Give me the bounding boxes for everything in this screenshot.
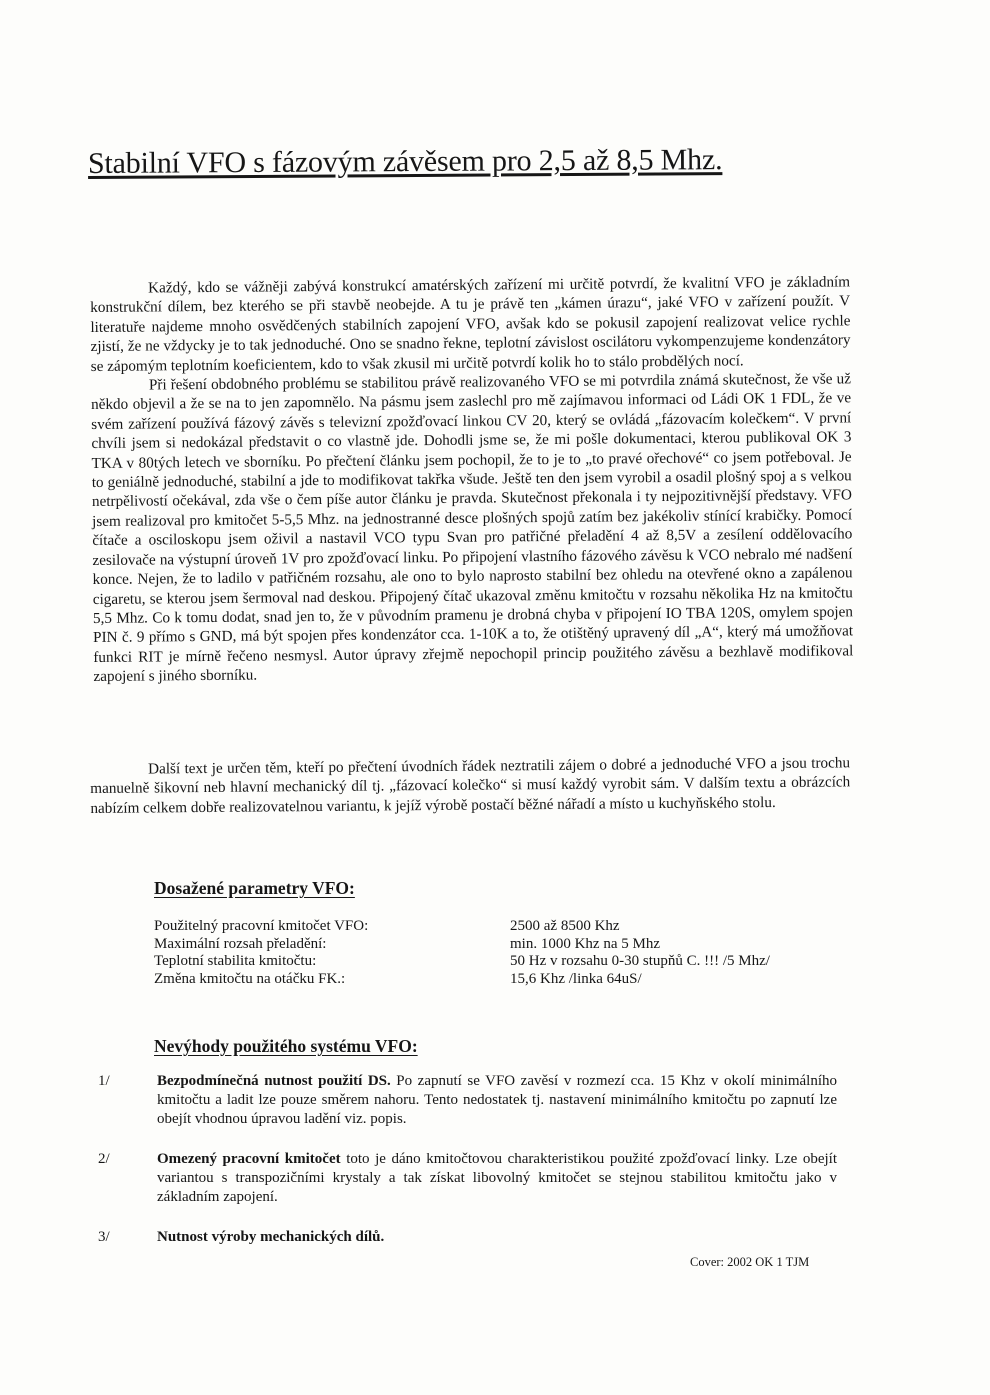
param-value: 50 Hz v rozsahu 0-30 stupňů C. !!! /5 Mhz/	[510, 953, 770, 969]
cover-credit: Cover: 2002 OK 1 TJM	[690, 1255, 810, 1269]
param-value: 15,6 Khz /linka 64uS/	[510, 970, 642, 987]
param-row	[154, 953, 834, 971]
intro-text	[90, 272, 854, 686]
item-text: Po zapnutí se VFO zavěsí v rozmezí cca. 15 Khz v okolí minimálního kmitočtu a ladit lze pouze směrem nahoru. Tento nedostatek tj. nastavení minimálního kmitočtu po zapnutí lze obejít vhodnou úpravou ladění viz. popis.	[157, 1073, 838, 1127]
disadvantages-heading: Nevýhody použitého systému VFO:	[154, 1036, 418, 1056]
item-title: Omezený pracovní kmitočet	[157, 1151, 341, 1167]
item-number: 1/	[98, 1073, 110, 1089]
param-row	[154, 936, 834, 954]
more-text	[90, 753, 850, 818]
item-number: 3/	[98, 1229, 110, 1245]
params-heading: Dosažené parametry VFO:	[154, 878, 355, 898]
item-text: toto je dáno kmitočtovou charakteristikou použité zpožďovací linky. Lze obejít variantou s transpozičními krystaly a tak získat libovolný kmitočet se stejnou stabilitou kmitočtu jako v základním zapojení.	[157, 1151, 838, 1205]
more-paragraph: Další text je určen těm, kteří po přečtení úvodních řádek neztratili zájem o dobré a jednoduché VFO a jsou trochu manuelně šikovní neb hlavní mechanický díl tj. „fázovací kolečko“ si musí každý vyrobit sám. V dalším textu a obrázcích nabízím celkem dobře realizovatelnou variantu, k jejíž výrobě postačí běžné nářadí a místo u kuchyňského stolu.	[90, 754, 851, 817]
intro-paragraph-1: Každý, kdo se vážněji zabývá konstrukcí amatérských zařízení mi určitě potvrdí, že kvalitní VFO je základním konstrukční dílem, bez kterého se při stavbě neobejde. A tu je právě ten „kámen úrazu“, jaké VFO v zařízení použít. V literatuře najdeme mnoho osvědčených stabilních zapojení VFO, avšak kdo se pokusil zapojení realizovat velice rychle zjistí, že ne vždycky je to tak jednoduché. Ono se snadno řekne, teplotní závislost oscilátoru vykompenzujeme kondenzátory se zápomým teplotním koeficientem, kdo to však zkusil mi určitě potvrdí kolik ho to stálo probdělých nocí.	[90, 273, 851, 375]
intro-paragraph-2: Při řešení obdobného problému se stabilitou právě realizovaného VFO se mi potvrdila známá skutečnost, že vše už někdo objevil a že se na to jen zapomnělo. Na pásmu jsem zaslechl pro mě zajímavou informaci od Ládi OK 1 FDL, že ve svém zařízení používá fázový závěs s televizní zpožďovací linkou CV 20, který se ovládá „fázovacím kolečkem“. V první chvíli jsem si nedokázal představit o co vlastně jde. Dohodli jsme se, že mi pošle dokumentaci, kterou publikoval OK 3 TKA v 80tých letech ve sborníku. Po přečtení článku jsem pochopil, že to je to „to pravé ořechové“ co jsem potřeboval. Je to geniálně jednoduché, stabilní a jde to modifikovat takřka všude. Ještě ten den jsem vyrobil a osadil plošný spoj a s velkou netrpělivostí očekával, zda vše o čem píše autor článku je pravda. Skutečnost překonala i ty nejpozitivnější představy. VFO jsem realizoval pro kmitočet 5-5,5 Mhz. na jednostranné desce plošných spojů zatím bez jakékoliv stínící krabičky. Pomocí čítače a osciloskopu jsem oživil a nastavil VCO typu Svan pro patřičné přeladění 4 až 8,5V a zesílení oddělovacího zesilovače na výstupní úroveň 1V pro zpožďovací linku. Po připojení vlastního fázového závěsu k VCO nebralo mé nadšení konce. Nejen, že to ladilo v patřičném rozsahu, ale ono to bylo naprosto stabilní bez ohledu na otevřené okno a zapálenou cigaretu, se kterou jsem šermoval nad deskou. Připojený čítač ukazoval změnu kmitočtu v rozsahu několika Hz na kmitočtu 5,5 Mhz. Co k tomu dodat, snad jen to, že v původním pramenu je drobná chyba v připojení IO TBA 120S, omylem spojen PIN č. 9 přímo s GND, má být spojen přes kondenzátor cca. 1-10K a to, že otištěný upravený díl „A“, který má umožňovat funkci RIT je mírně řečeno nesmysl. Autor úpravy zřejmě nepochopil princip použitého závěsu a bezhlavě modifikoval zapojení s jiného sborníku.	[91, 370, 854, 686]
param-label: Maximální rozsah přeladění:	[154, 935, 327, 952]
item-title: Nutnost výroby mechanických dílů.	[157, 1229, 385, 1245]
param-value: min. 1000 Khz na 5 Mhz	[510, 935, 660, 952]
param-row	[154, 918, 834, 936]
param-value: 2500 až 8500 Khz	[510, 918, 620, 934]
params-table	[154, 918, 834, 988]
item-body	[157, 1072, 837, 1129]
item-body	[157, 1228, 837, 1247]
document-title: Stabilní VFO s fázovým závěsem pro 2,5 až 8,5 Mhz.	[87, 143, 723, 180]
param-label: Použitelný pracovní kmitočet VFO:	[154, 918, 369, 934]
item-body	[157, 1150, 837, 1207]
item-title: Bezpodmínečná nutnost použití DS.	[157, 1073, 391, 1089]
item-number: 2/	[98, 1151, 110, 1167]
param-label: Teplotní stabilita kmitočtu:	[154, 953, 317, 969]
param-label: Změna kmitočtu na otáčku FK.:	[154, 970, 346, 987]
param-row	[154, 971, 834, 989]
